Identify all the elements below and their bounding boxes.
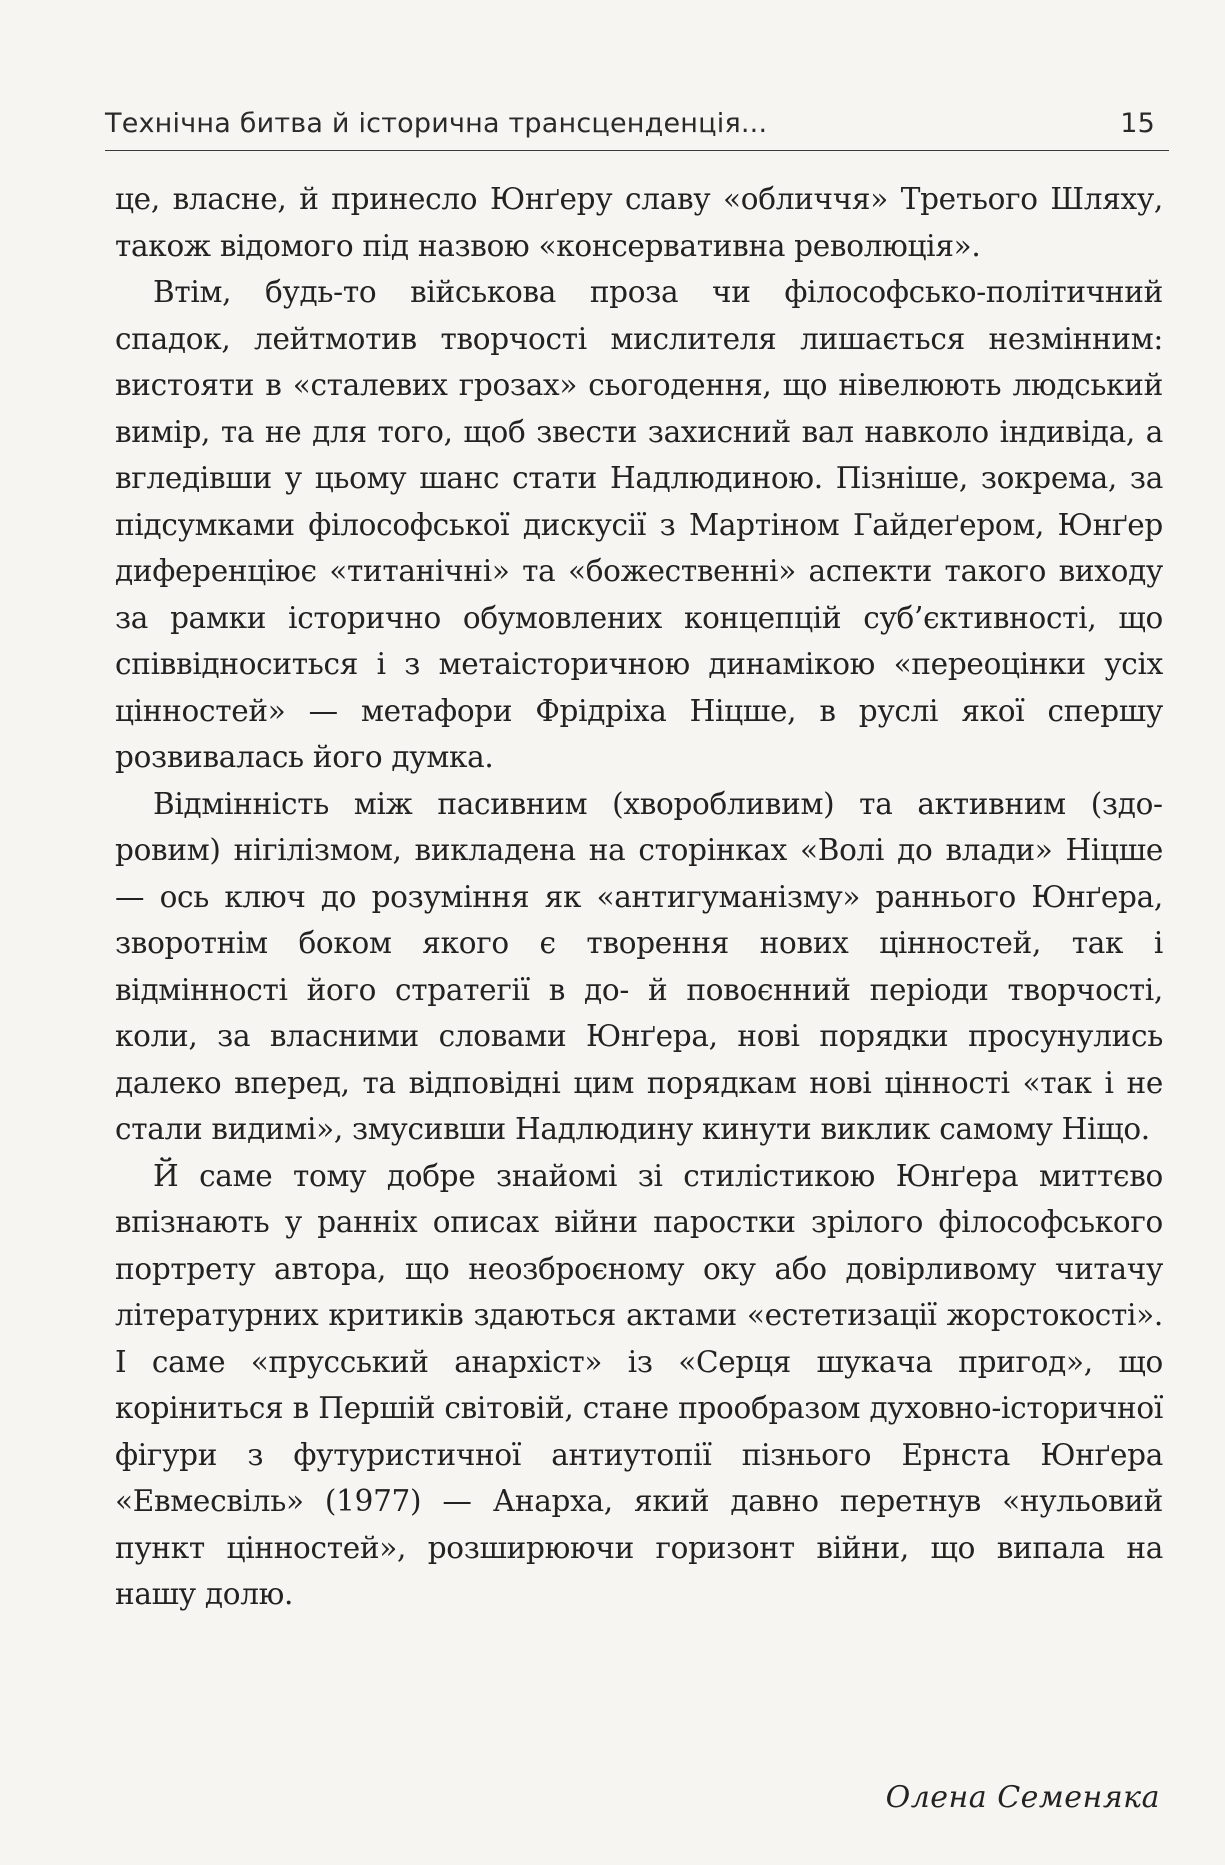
paragraph: Відмінність між пасивним (хворобливим) та активним (здоровим) нігілізмом, викладена на сторінках «Волі до влади» Ніцше — ось ключ до розуміння як «антигуманізму» раннього Юнґера, зворотнім боком якого є творення нових цінностей, так і відмінності його стратегії в до- й повоєнний періоди творчості, коли, за власними словами Юнґера, нові порядки просунулись далеко вперед, та відповідні цим порядкам нові цінності «так і не стали видимі», змусивши Надлюдину кинути виклик самому Ніщо. bbox=[115, 786, 1163, 1146]
author-signature: Олена Семеняка bbox=[885, 1780, 1160, 1815]
paragraph: Втім, будь-то військова проза чи філософсько-політичний спадок, лейтмотив творчості мислителя лишається незмінним: вистояти в «сталевих грозах» сьогодення, що нівелюють людський вимір, та не для того, щоб звести захисний вал навколо індивіда, а вгледівши у цьому шанс стати Надлюдиною. Пізніше, зокрема, за підсумками філософської дискусії з Мартіном Гайдеґером, Юнґер диференціює «титанічні» та «божественні» аспекти такого виходу за рамки історично обумовлених концепцій суб’єктивності, що співвідноситься і з метаісторичною динамікою «переоцінки усіх цінностей» — метафори Фрідріха Ніцше, в руслі якої спершу розвивалась його думка. bbox=[115, 275, 1163, 774]
paragraph: Й саме тому добре знайомі зі стилістикою Юнґера миттєво впізнають у ранніх описах війни паростки зрілого філософського портрету автора, що неозброєному оку або довірливому читачу літературних критиків здаються актами «естетизації жорстокості». І саме «прусський анархіст» із «Серця шукача пригод», що коріниться в Першій світовій, стане прообразом духовно-історичної фігури з футуристичної антиутопії пізнього Ернста Юнґера «Евмесвіль» (1977) — Анарха, який давно перетнув «нульовий пункт цінностей», розширюючи горизонт війни, що випала на нашу долю. bbox=[115, 1158, 1163, 1611]
running-title: Технічна битва й історична трансценденція... bbox=[105, 108, 768, 139]
paragraph: це, власне, й принесло Юнґеру славу «обличчя» Третього Шляху, також відомого під назвою «консервативна революція». bbox=[115, 182, 1163, 263]
body-text bbox=[115, 176, 1163, 1618]
page-number: 15 bbox=[1120, 108, 1155, 139]
running-header bbox=[105, 104, 1169, 151]
